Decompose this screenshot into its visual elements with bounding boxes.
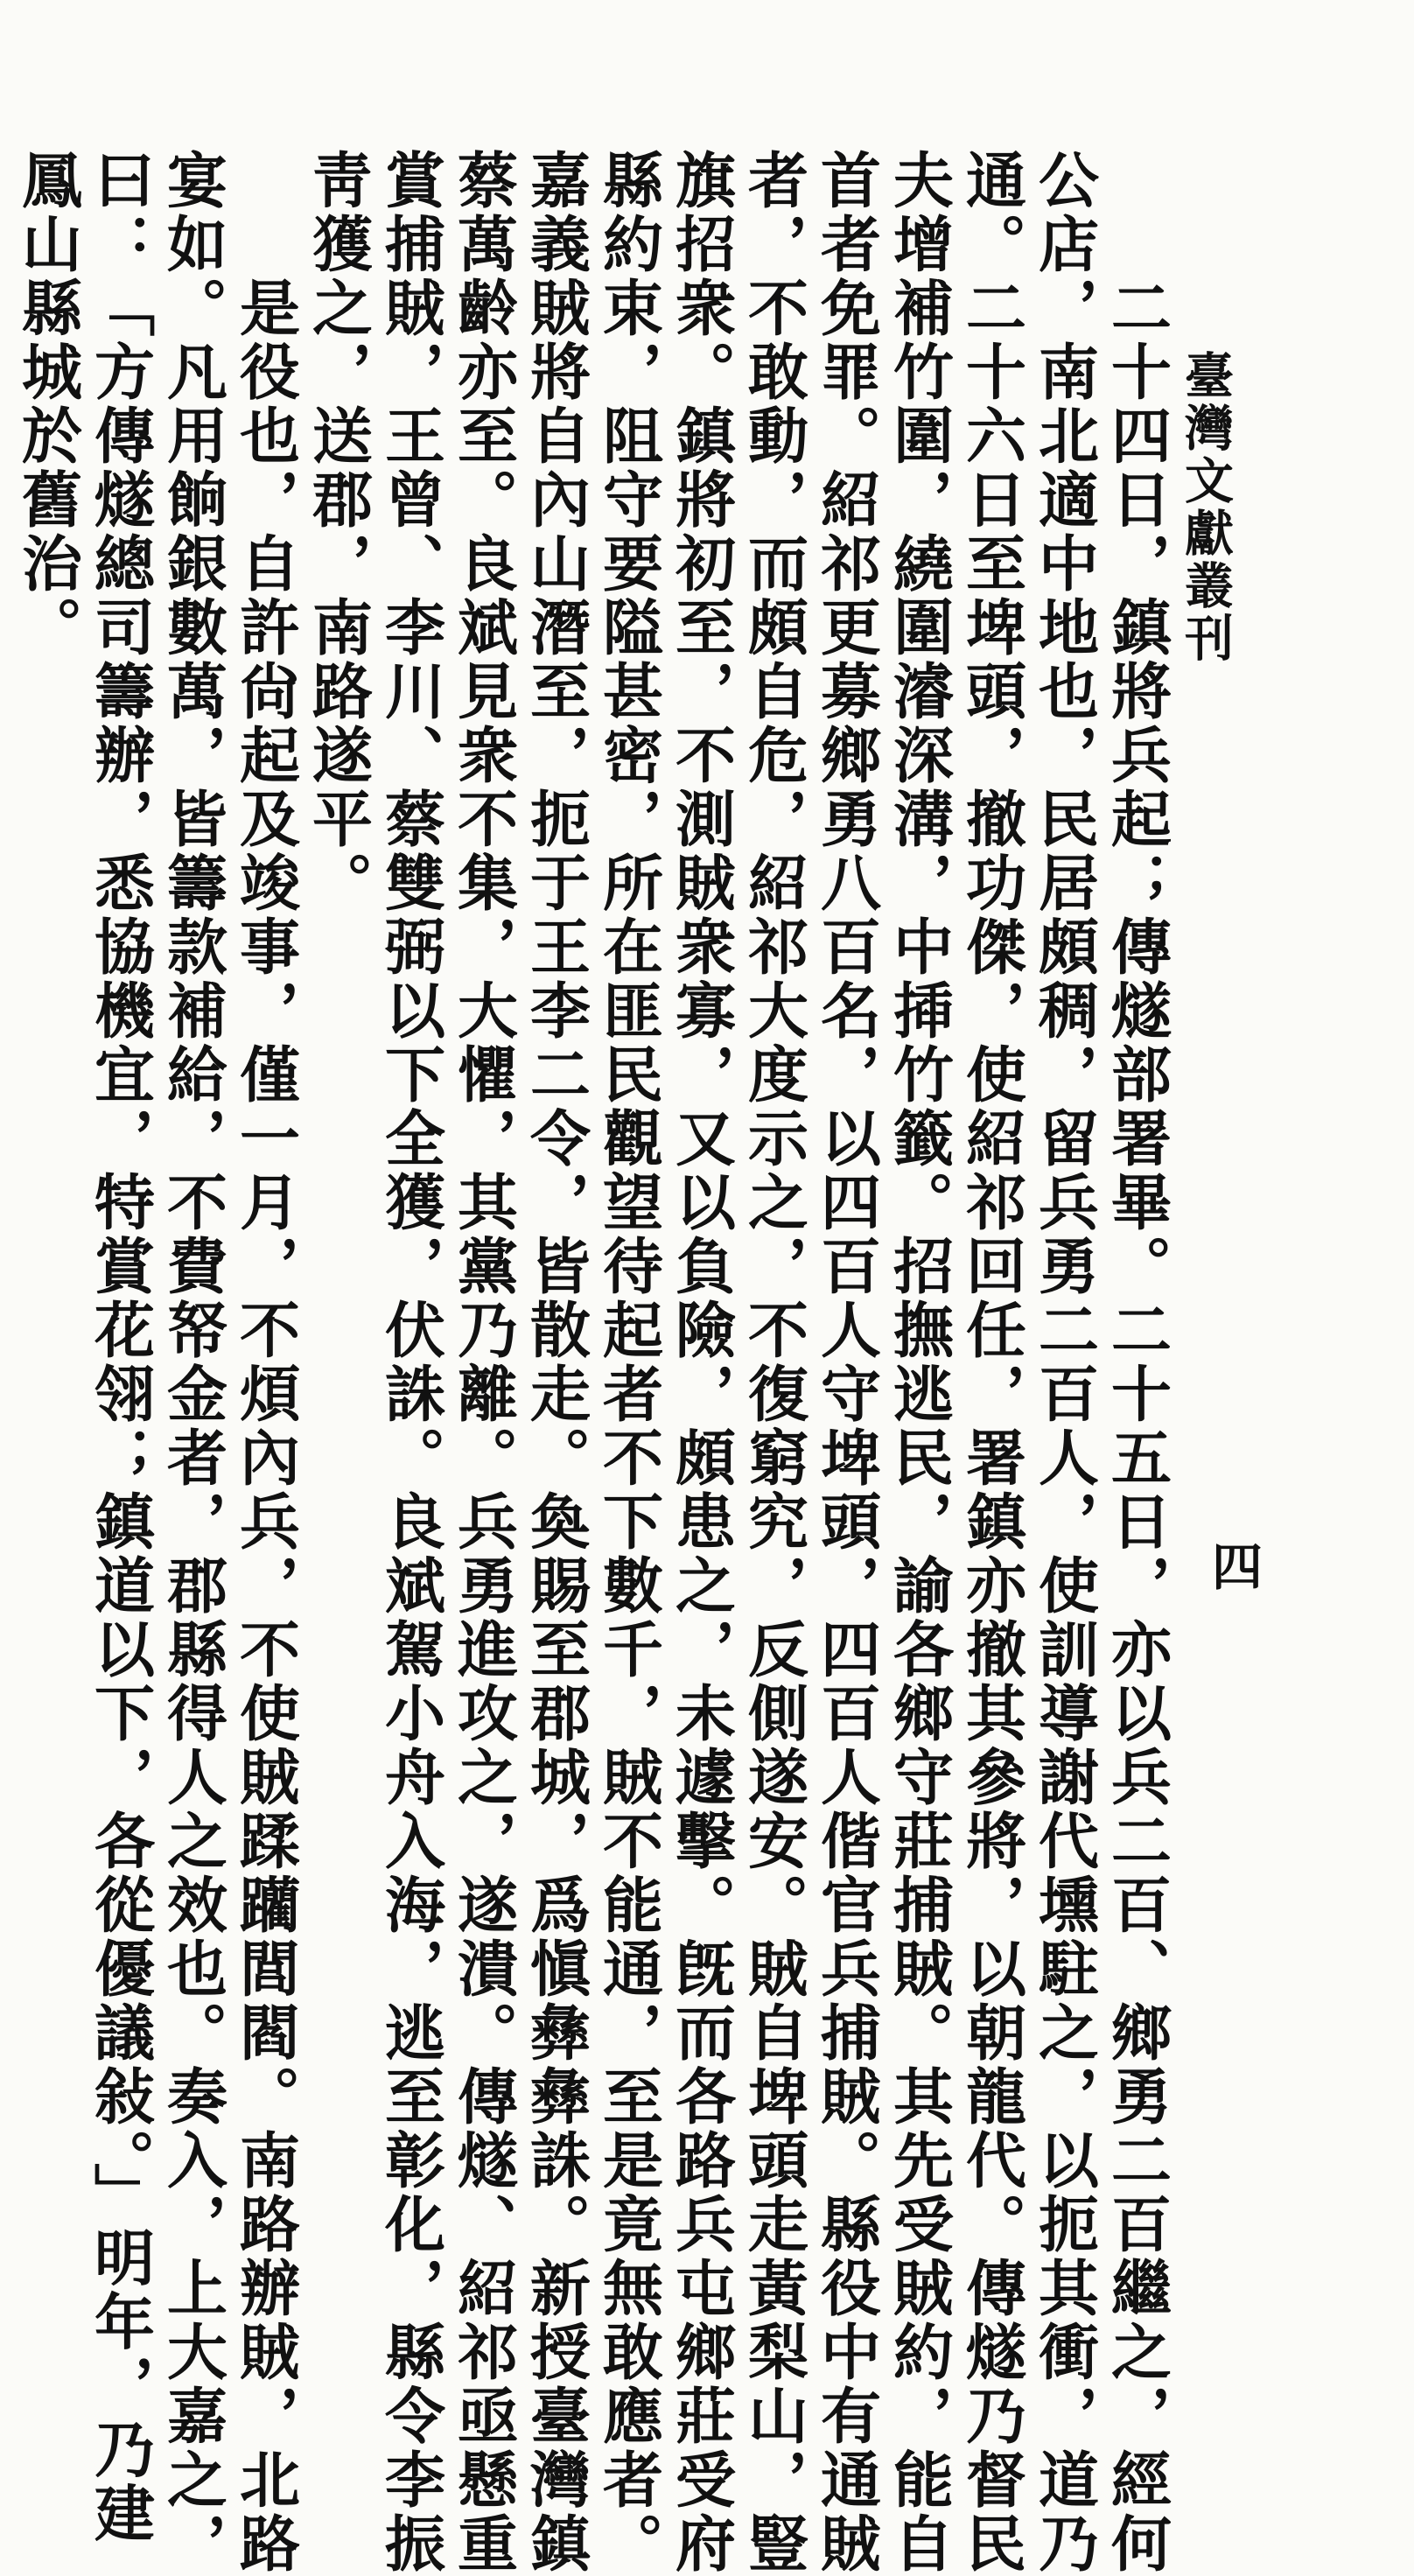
text-column: 者，不敢動，而頗自危，紹祁大度示之，不復窮究，反側遂安。賊自埤頭走黃梨山，豎 [738, 149, 808, 2576]
running-header-title: 臺灣文獻叢刊 [1177, 350, 1235, 665]
text-column: 旗招衆。鎮將初至，不測賊衆寡，又以負險，頗患之，未遽擊。旣而各路兵屯鄉莊受府 [665, 149, 736, 2576]
text-column: 是役也，自許尙起及竣事，僅一月，不煩內兵，不使賊蹂躪閭閻。南路辦賊，北路 [229, 276, 300, 2576]
text-column: 宴如。凡用餉銀數萬，皆籌款補給，不費帑金者，郡縣得人之效也。奏入，上大嘉之， [157, 149, 228, 2576]
text-column: 曰：「方傳燧總司籌辦，悉協機宜，特賞花翎；鎮道以下，各從優議敍。」明年，乃建 [84, 149, 155, 2546]
text-column: 二十四日，鎮將兵起；傳燧部署畢。二十五日，亦以兵二百、鄉勇二百繼之，經何 [1101, 276, 1172, 2576]
text-column: 鳳山縣城於舊治。 [11, 149, 82, 660]
text-column: 首者免罪。紹祁更募鄉勇八百名，以四百人守埤頭，四百人偕官兵捕賊。縣役中有通賊 [810, 149, 881, 2576]
body-text [11, 149, 1172, 2576]
text-column: 夫增補竹圍，繞圍濬深溝，中揷竹籤。招撫逃民，諭各鄉守莊捕賊。其先受賊約，能自 [883, 149, 954, 2576]
page-number: 四 [1203, 1540, 1263, 1591]
text-column: 縣約束，阻守要隘甚密，所在匪民觀望待起者不下數千，賊不能通，至是竟無敢應者。 [592, 149, 663, 2576]
text-column: 蔡萬齡亦至。良斌見衆不集，大懼，其黨乃離。兵勇進攻之，遂潰。傳燧、紹祁亟懸重 [447, 149, 518, 2576]
text-column: 公店，南北適中地也，民居頗稠，留兵勇二百人，使訓導謝代壎駐之，以扼其衝，道乃 [1028, 149, 1099, 2576]
text-column: 通。二十六日至埤頭，撤功傑，使紹祁回任，署鎮亦撤其參將，以朝龍代。傳燧乃督民 [956, 149, 1026, 2576]
text-column: 嘉義賊將自內山潛至，扼于王李二令，皆散走。奐賜至郡城，爲愼彝彝誅。新授臺灣鎮 [520, 149, 591, 2576]
text-column: 靑獲之，送郡，南路遂平。 [302, 149, 373, 915]
text-column: 賞捕賊，王曾、李川、蔡雙弼以下全獲，伏誅。良斌駕小舟入海，逃至彰化，縣令李振 [374, 149, 445, 2576]
